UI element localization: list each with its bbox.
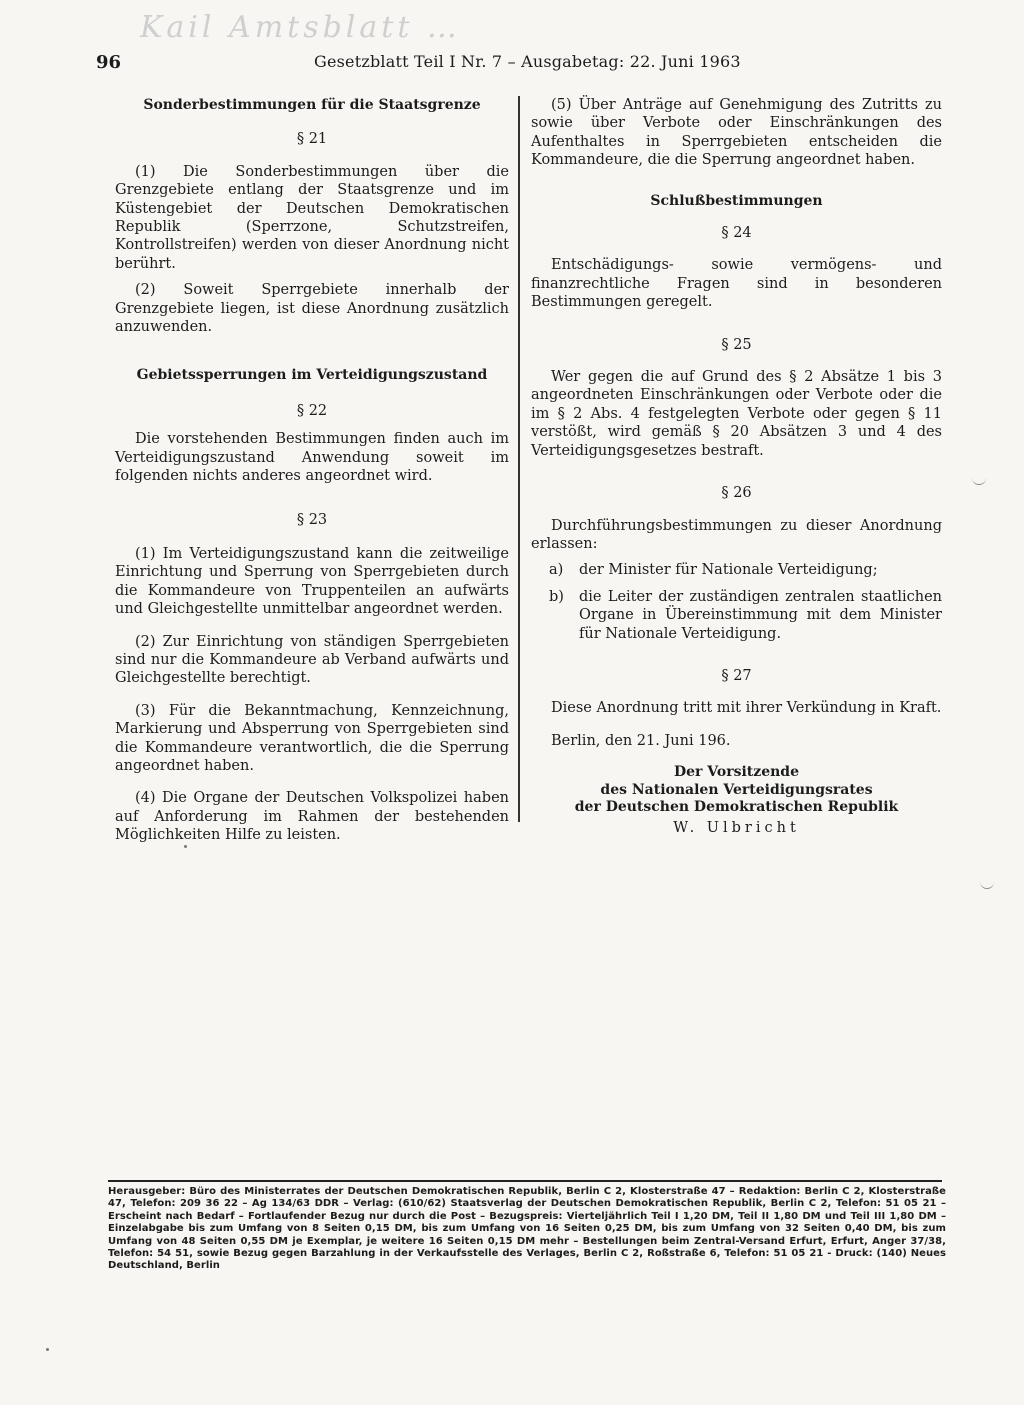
- paragraph-24-1: Entschädigungs- sowie vermögens- und finanzrechtliche Fragen sind in besonderen Bestimmungen geregelt.: [531, 257, 942, 311]
- paragraph-26-title: § 26: [721, 485, 752, 502]
- handwritten-annotation: Kail Amtsblatt …: [140, 10, 461, 45]
- paragraph-22-title: § 22: [296, 402, 328, 419]
- ink-speck: [46, 1348, 49, 1351]
- list-text-a: der Minister für Nationale Verteidigung;: [579, 562, 878, 579]
- paragraph-23-4: (4) Die Organe der Deutschen Volkspolizei haben auf Anforderung im Rahmen der bestehenden Möglichkeiten Hilfe zu leisten.: [115, 790, 509, 844]
- paragraph-23-5: (5) Über Anträge auf Genehmigung des Zutritts zu sowie über Verbote oder Einschränkungen des Aufenthaltes in Sperrgebieten entscheiden die Kommandeure, die die Sperrung angeordnet haben.: [531, 97, 942, 169]
- list-marker-b: b): [549, 588, 564, 605]
- paragraph-23-1: (1) Im Verteidigungszustand kann die zeitweilige Einrichtung und Sperrung von Sperrgebieten durch die Kommandeure von Truppenteilen an aufwärts und Gleichgestellte unmittelbar angeordnet werden.: [115, 545, 509, 618]
- page-number: 96: [96, 52, 122, 73]
- paragraph-27-1: Diese Anordnung tritt mit ihrer Verkündung in Kraft.: [551, 700, 942, 717]
- paragraph-22-1: Die vorstehenden Bestimmungen finden auch im Verteidigungszustand Anwendung soweit im folgenden nichts anderes angeordnet wird.: [115, 431, 509, 485]
- paragraph-23-3: (3) Für die Bekanntmachung, Kennzeichnung, Markierung und Absperrung von Sperrgebieten sind die Kommandeure verantwortlich, die die Sperrung angeordnet haben.: [115, 702, 509, 774]
- list-item-a: [531, 561, 942, 579]
- paragraph-27-title: § 27: [721, 667, 752, 684]
- paragraph-25-title: § 25: [721, 336, 752, 353]
- paragraph-23-title: § 23: [296, 511, 328, 528]
- footer-imprint: Herausgeber: Büro des Ministerrates der Deutschen Demokratischen Republik, Berlin C 2, Klosterstraße 47 – Redaktion: Berlin C 2, Klosterstraße 47, Telefon: 209 36 22 – Ag 134/63 DDR – Verlag: (610/62) Staatsverlag der Deutschen Demokratischen Republik, Berlin C 2, Telefon: 51 05 21 – Erscheint nach Bedarf – Fortlaufender Bezug nur durch die Post – Bezugspreis: Vierteljährlich Teil I 1,20 DM, Teil II 1,80 DM und Teil III 1,80 DM – Einzelabgabe bis zum Umfang von 8 Seiten 0,15 DM, bis zum Umfang von 16 Seiten 0,25 DM, bis zum Umfang von 32 Seiten 0,40 DM, bis zum Umfang von 48 Seiten 0,55 DM je Exemplar, je weitere 16 Seiten 0,15 DM mehr – Bestellungen beim Zentral-Versand Erfurt, Erfurt, Anger 37/38, Telefon: 54 51, sowie Bezug gegen Barzahlung in der Verkaufsstelle des Verlages, Berlin C 2, Roßstraße 6, Telefon: 51 05 21 - Druck: (140) Neues Deutschland, Berlin: [108, 1186, 946, 1272]
- right-column: [531, 96, 942, 837]
- footer-rule: [108, 1180, 942, 1182]
- header-title: Gesetzblatt Teil I Nr. 7 – Ausgabetag: 22. Juni 1963: [314, 52, 741, 71]
- paragraph-26-1: Durchführungsbestimmungen zu dieser Anordnung erlassen:: [531, 517, 942, 552]
- signature-title-line1: Der Vorsitzende: [674, 764, 799, 781]
- signature-block: [531, 764, 942, 837]
- place-date: Berlin, den 21. Juni 196.: [551, 732, 731, 749]
- paragraph-21-2: (2) Soweit Sperrgebiete innerhalb der Grenzgebiete liegen, ist diese Anordnung zusätzlich anzuwenden.: [115, 282, 509, 336]
- list-text-b: die Leiter der zuständigen zentralen staatlichen Organe in Übereinstimmung mit dem Minister für Nationale Verteidigung.: [579, 588, 942, 642]
- signer-name: W. Ulbricht: [673, 819, 800, 836]
- pencil-mark: [972, 478, 986, 485]
- signature-title-line3: der Deutschen Demokratischen Republik: [574, 799, 899, 816]
- left-column: [115, 96, 509, 845]
- section-heading-verteidigungszustand: Gebietssperrungen im Verteidigungszustand: [136, 367, 488, 384]
- ink-speck: [184, 845, 187, 848]
- section-heading-staatsgrenze: Sonderbestimmungen für die Staatsgrenze: [143, 97, 481, 113]
- signature-title-line2: des Nationalen Verteidigungsrates: [600, 781, 873, 798]
- page-header: [96, 52, 946, 78]
- column-divider: [518, 96, 520, 822]
- paragraph-21-1: (1) Die Sonderbestimmungen über die Grenzgebiete entlang der Staatsgrenze und im Küstengebiet der Deutschen Demokratischen Republik (Sperrzone, Schutzstreifen, Kontrollstreifen) werden von dieser Anordnung nicht berührt.: [115, 163, 509, 272]
- section-heading-schlussbestimmungen: Schlußbestimmungen: [650, 192, 823, 209]
- paragraph-24-title: § 24: [721, 225, 752, 242]
- paragraph-21-title: § 21: [296, 131, 328, 148]
- list-marker-a: a): [549, 562, 564, 579]
- pencil-mark: [980, 882, 994, 889]
- paragraph-25-1: Wer gegen die auf Grund des § 2 Absätze 1 bis 3 angeordneten Einschränkungen oder Verbote oder die im § 2 Abs. 4 festgelegten Verbote oder gegen § 11 verstößt, wird gemäß § 20 Absätzen 3 und 4 des Verteidigungsgesetzes bestraft.: [531, 369, 942, 459]
- list-item-b: [531, 588, 942, 643]
- paragraph-23-2: (2) Zur Einrichtung von ständigen Sperrgebieten sind nur die Kommandeure ab Verband aufwärts und Gleichgestellte berechtigt.: [115, 633, 509, 687]
